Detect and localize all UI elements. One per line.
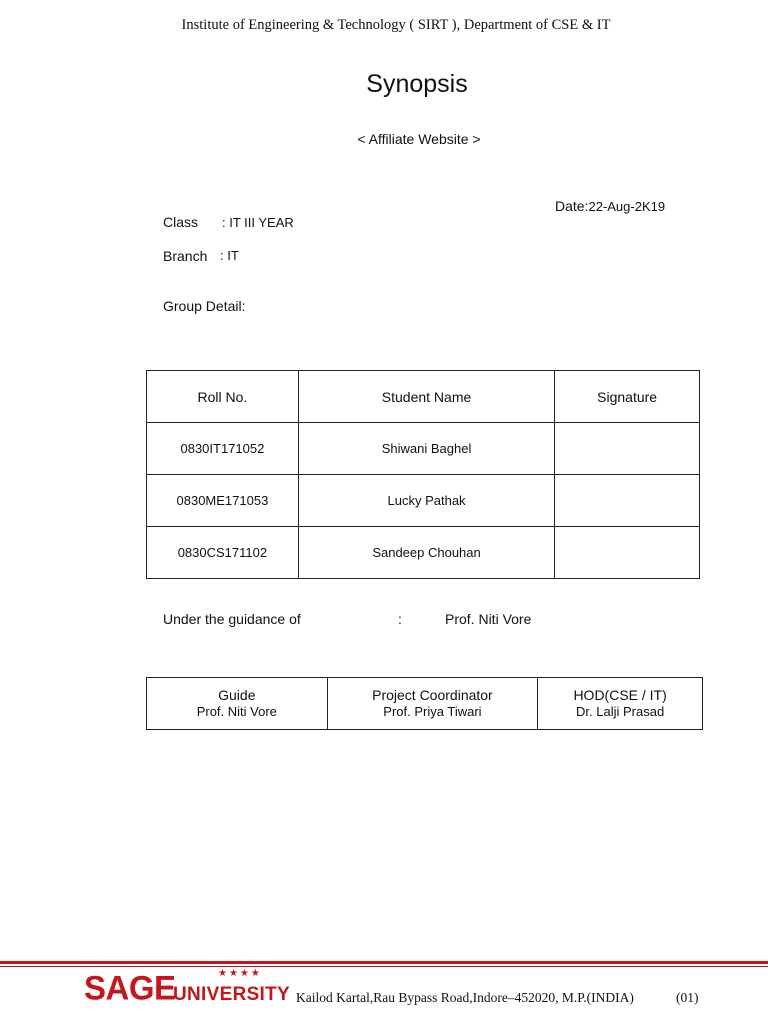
roll-number-cell: 0830CS171102 — [147, 527, 299, 579]
coordinator-cell — [327, 678, 538, 730]
sage-university-logo — [84, 968, 296, 1008]
footer-divider — [0, 961, 768, 964]
members-table-header — [147, 371, 700, 423]
footer-divider-thin — [0, 966, 768, 967]
logo-stars-icon: ★★★★ — [218, 968, 262, 979]
student-name-cell: Shiwani Baghel — [298, 423, 554, 475]
roll-number-cell: 0830IT171052 — [147, 423, 299, 475]
institute-header: Institute of Engineering & Technology ( SIRT ), Department of CSE & IT — [181, 17, 611, 33]
logo-university-text: UNIVERSITY — [173, 984, 291, 1005]
student-name-cell: Sandeep Chouhan — [298, 527, 554, 579]
page-number: (01) — [676, 990, 699, 1005]
staff-name: Dr. Lalji Prasad — [576, 704, 665, 719]
project-subtitle: < Affiliate Website > — [357, 131, 481, 147]
members-table — [146, 370, 700, 579]
date-label: Date: — [555, 198, 589, 214]
column-header-roll: Roll No. — [147, 371, 299, 423]
staff-row — [147, 678, 703, 730]
signature-cell — [555, 423, 700, 475]
guidance-name: Prof. Niti Vore — [445, 611, 532, 627]
class-value: : IT III YEAR — [222, 215, 294, 230]
hod-cell — [538, 678, 703, 730]
table-row — [147, 527, 700, 579]
guide-cell — [147, 678, 328, 730]
staff-name: Prof. Priya Tiwari — [383, 704, 482, 719]
guidance-label: Under the guidance of — [163, 611, 301, 627]
staff-table — [146, 677, 703, 730]
date-value: 22-Aug-2K19 — [588, 199, 666, 214]
table-row — [147, 423, 700, 475]
logo-sage-text: SAGE — [84, 968, 176, 1007]
branch-value: : IT — [220, 248, 239, 263]
class-label: Class — [163, 214, 199, 230]
date-line — [555, 198, 665, 214]
group-detail-label: Group Detail: — [163, 298, 246, 314]
branch-label: Branch — [163, 248, 208, 264]
guidance-colon: : — [398, 611, 402, 627]
signature-cell — [555, 475, 700, 527]
student-name-cell: Lucky Pathak — [298, 475, 554, 527]
footer-address: Kailod Kartal,Rau Bypass Road,Indore–452020, M.P.(INDIA) — [296, 990, 634, 1005]
page-title: Synopsis — [366, 70, 468, 98]
staff-role: Guide — [218, 687, 256, 703]
column-header-name: Student Name — [298, 371, 554, 423]
staff-role: HOD(CSE / IT) — [573, 687, 667, 703]
signature-cell — [555, 527, 700, 579]
staff-role: Project Coordinator — [372, 687, 493, 703]
table-row — [147, 475, 700, 527]
column-header-signature: Signature — [555, 371, 700, 423]
staff-name: Prof. Niti Vore — [196, 704, 277, 719]
roll-number-cell: 0830ME171053 — [147, 475, 299, 527]
